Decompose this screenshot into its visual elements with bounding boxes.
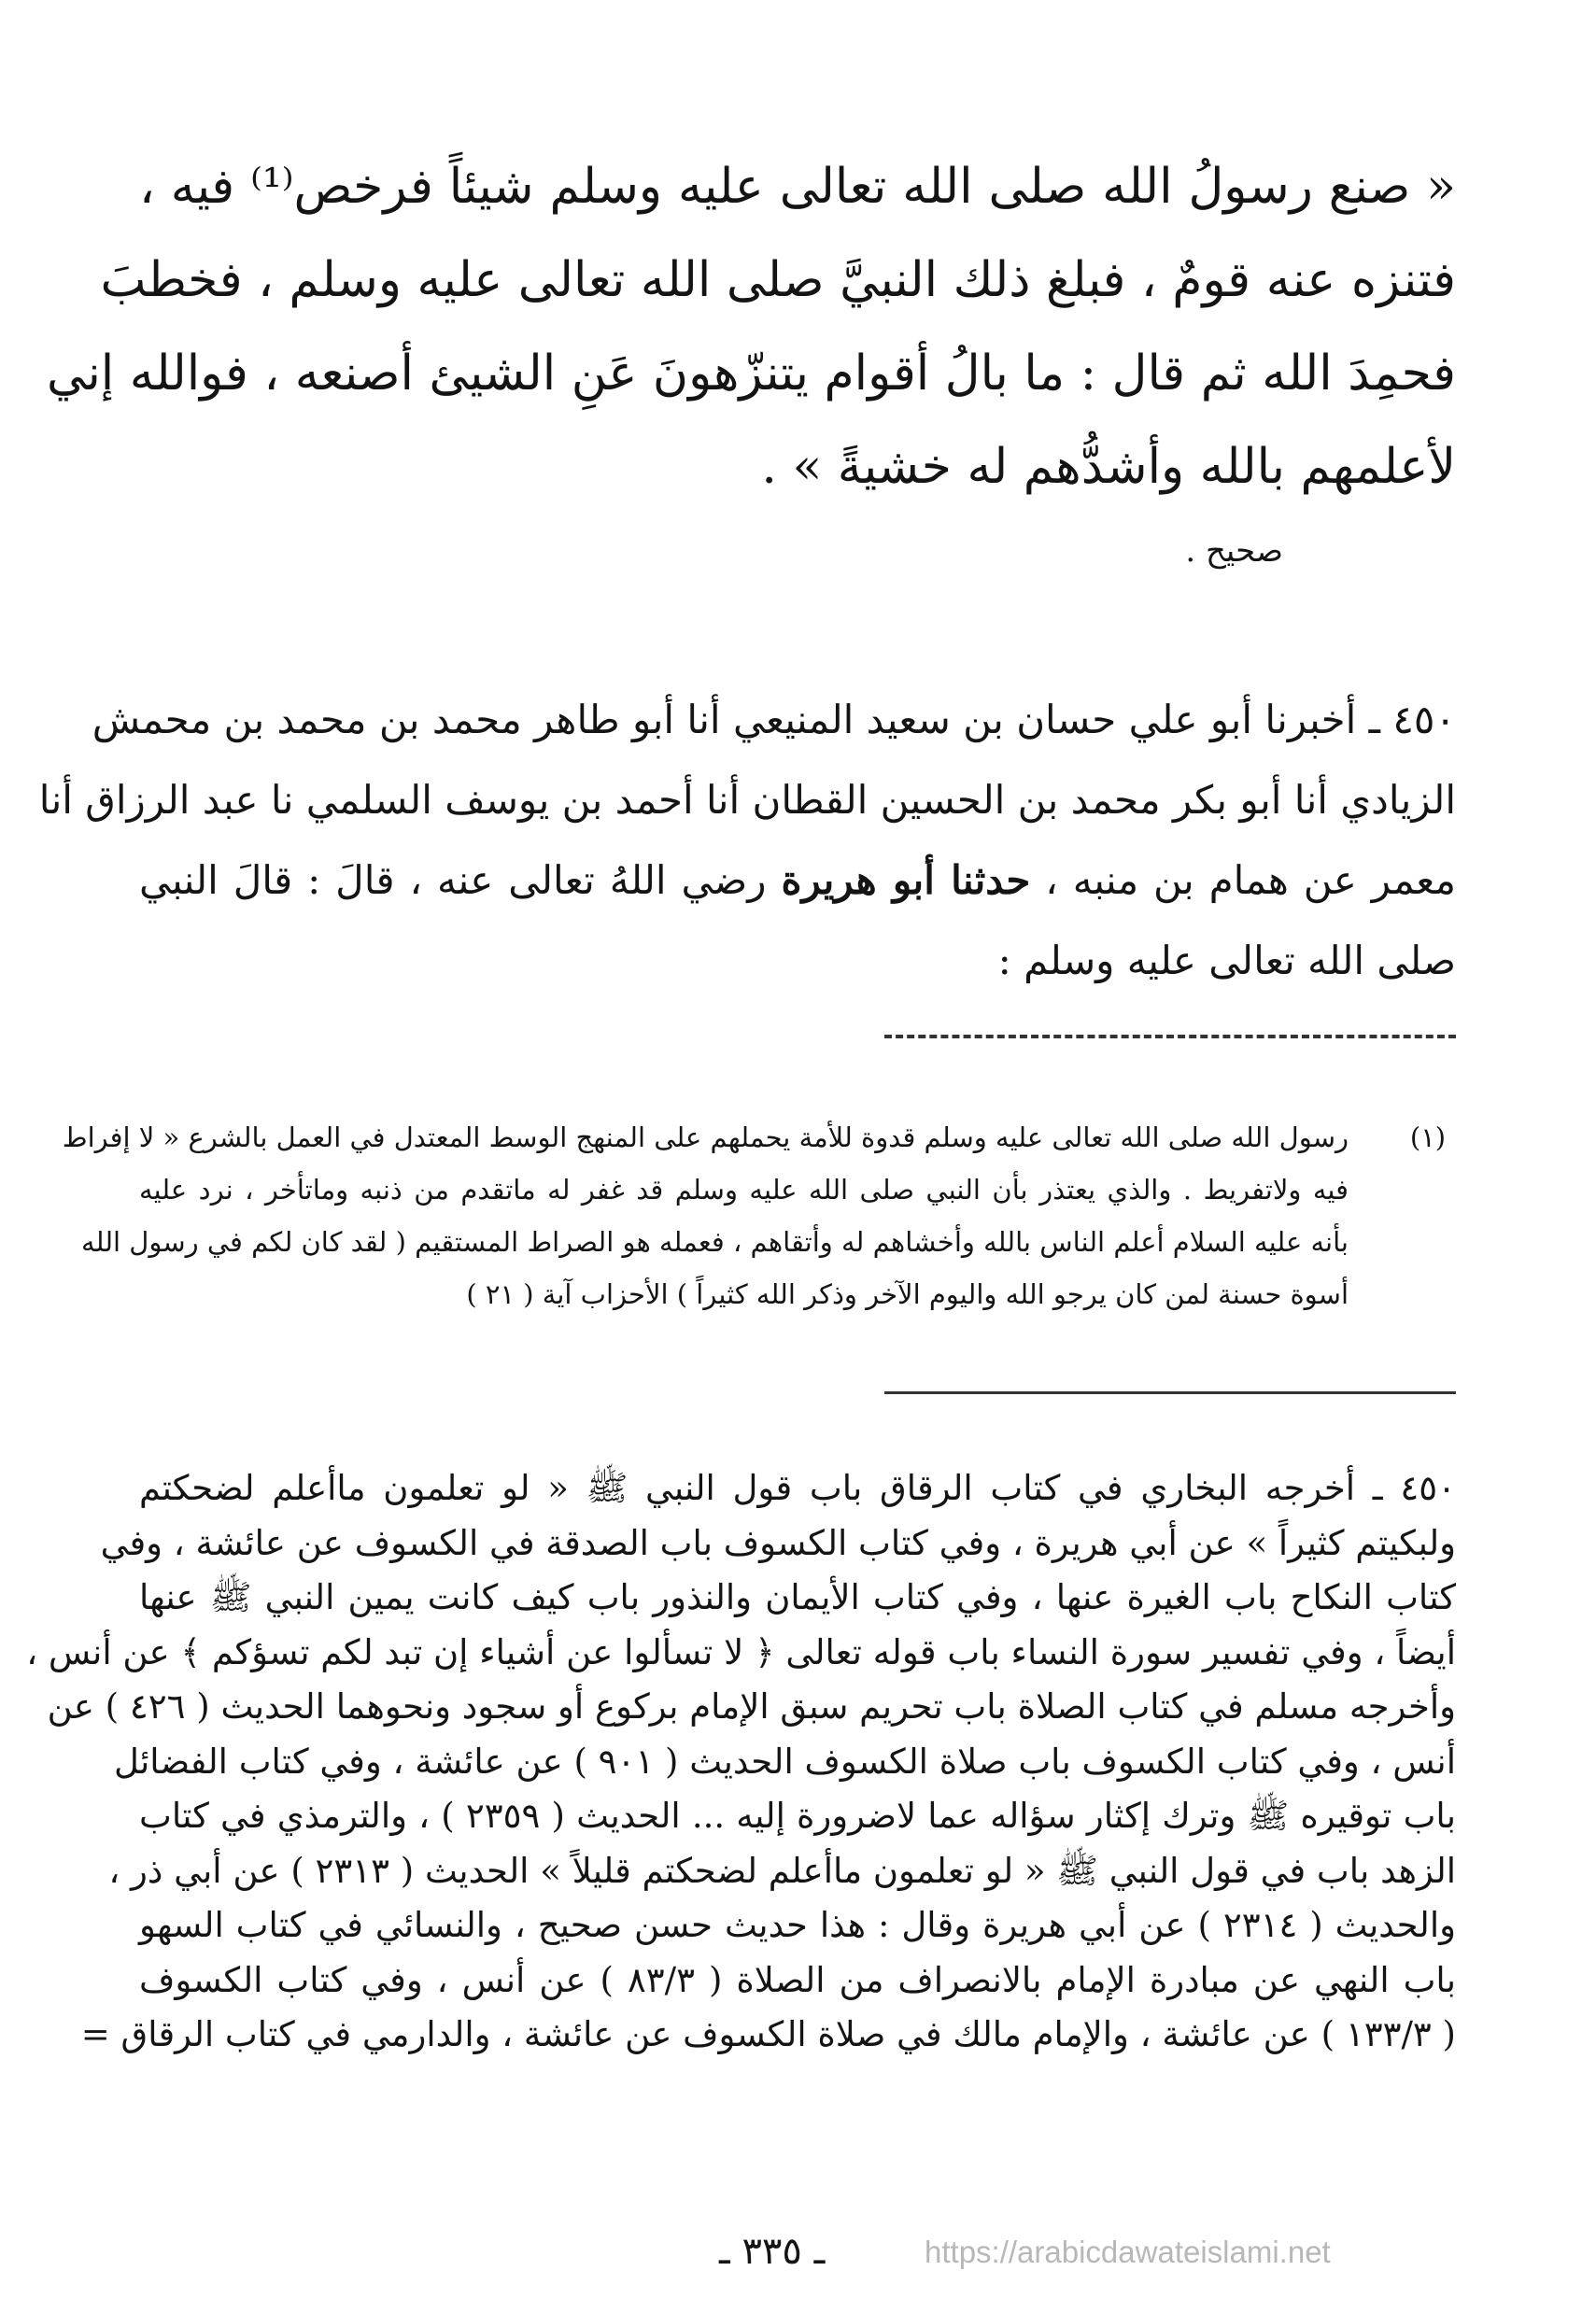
- hadith-line-4: لأعلمهم بالله وأشدُّهم له خشيةً » .: [761, 439, 1456, 495]
- footnote-line-1: رسول الله صلى الله تعالى عليه وسلم قدوة للأمة يحملهم على المنهج الوسط المعتدل في العمل بالشرع « لا إفراط: [62, 1121, 1349, 1153]
- isnad-block: [38, 680, 1456, 1001]
- takhrij-line-3: كتاب النكاح باب الغيرة عنها ، وفي كتاب الأيمان والنذور باب كيف كانت يمين النبي ﷺ عنها: [139, 1577, 1456, 1617]
- takhrij-line-9: والحديث ( ٢٣١٤ ) عن أبي هريرة وقال : هذا حديث حسن صحيح ، والنسائي في كتاب السهو: [139, 1905, 1456, 1945]
- hadith-line-1: « صنع رسولُ الله صلى الله تعالى عليه وسلم شيئاً فرخص⁽¹⁾ فيه ،: [139, 159, 1456, 215]
- takhrij-line-10: باب النهي عن مبادرة الإمام بالانصراف من الصلاة ( ٨٣/٣ ) عن أنس ، وفي كتاب الكسوف: [139, 1959, 1456, 2000]
- solid-divider: [884, 1391, 1456, 1394]
- footnote-line-2: فيه ولاتفريط . والذي يعتذر بأن النبي صلى الله عليه وسلم قد غفر له ماتقدم من ذنبه وماتأخر ، نرد عليه: [139, 1174, 1349, 1206]
- isnad-line-4: صلى الله تعالى عليه وسلم :: [997, 938, 1456, 983]
- takhrij-line-1: ٤٥٠ ـ أخرجه البخاري في كتاب الرقاق باب قول النبي ﷺ « لو تعلمون ماأعلم لضحكتم: [139, 1468, 1456, 1508]
- hadith-grade: صحيح .: [1185, 532, 1283, 570]
- page-number: ـ ٣٣٥ ـ: [719, 2230, 826, 2273]
- footnote-body: [62, 1111, 1349, 1320]
- takhrij-line-8: الزهد باب في قول النبي ﷺ « لو تعلمون ماأعلم لضحكتم قليلاً » الحديث ( ٢٣١٣ ) عن أبي ذر ،: [108, 1850, 1456, 1891]
- hadith-line-3: فحمِدَ الله ثم قال : ما بالُ أقوام يتنزّهونَ عَنِ الشيئ أصنعه ، فوالله إني: [46, 346, 1456, 402]
- footnote: [62, 1111, 1456, 1320]
- takhrij-block: [26, 1461, 1457, 2063]
- takhrij-line-11: ( ١٣٣/٣ ) عن عائشة ، والإمام مالك في صلاة الكسوف عن عائشة ، والدارمي في كتاب الرقاق =: [80, 2014, 1456, 2054]
- takhrij-line-6: أنس ، وفي كتاب الكسوف باب صلاة الكسوف الحديث ( ٩٠١ ) عن عائشة ، وفي كتاب الفضائل: [113, 1741, 1456, 1782]
- hadith-text: [46, 140, 1456, 514]
- isnad-line-1: ٤٥٠ ـ أخبرنا أبو علي حسان بن سعيد المنيعي أنا أبو طاهر محمد بن محمد بن محمش: [92, 697, 1456, 742]
- takhrij-line-7: باب توقيره ﷺ وترك إكثار سؤاله عما لاضرورة إليه ... الحديث ( ٢٣٥٩ ) ، والترمذي في كتاب: [139, 1796, 1457, 1836]
- takhrij-line-2: ولبكيتم كثيراً » عن أبي هريرة ، وفي كتاب الكسوف باب الصدقة في الكسوف عن عائشة ، وفي: [100, 1522, 1456, 1563]
- isnad-line-3-start: معمر عن همام بن منبه ،: [1030, 857, 1456, 903]
- narrator-name: حدثنا أبو هريرة: [781, 857, 1031, 903]
- isnad-line-3-end: رضي اللهُ تعالى عنه ، قالَ : قالَ النبي: [139, 857, 782, 903]
- takhrij-line-4: أيضاً ، وفي تفسير سورة النساء باب قوله تعالى ﴿ لا تسألوا عن أشياء إن تبد لكم تسؤكم ﴾ عن أنس ،: [26, 1631, 1456, 1672]
- footnote-line-3: بأنه عليه السلام أعلم الناس بالله وأخشاهم له وأتقاهم ، فعمله هو الصراط المستقيم ( لقد كان لكم في رسول الله: [81, 1226, 1349, 1258]
- dashed-divider: [884, 1035, 1456, 1038]
- takhrij-line-5: وأخرجه مسلم في كتاب الصلاة باب تحريم سبق الإمام بركوع أو سجود ونحوهما الحديث ( ٤٢٦ ) عن: [47, 1686, 1456, 1727]
- hadith-line-2: فتنزه عنه قومٌ ، فبلغ ذلك النبيَّ صلى الله تعالى عليه وسلم ، فخطبَ: [100, 252, 1456, 308]
- watermark-url: https://arabicdawateislami.net: [925, 2235, 1331, 2269]
- isnad-line-3: [139, 840, 1456, 921]
- footnote-line-4: أسوة حسنة لمن كان يرجو الله واليوم الآخر وذكر الله كثيراً ) الأحزاب آية ( ٢١ ): [466, 1278, 1349, 1310]
- footnote-number: (١): [1409, 1121, 1447, 1153]
- isnad-line-2: الزيادي أنا أبو بكر محمد بن الحسين القطان أنا أحمد بن يوسف السلمي نا عبد الرزاق أنا: [38, 777, 1456, 823]
